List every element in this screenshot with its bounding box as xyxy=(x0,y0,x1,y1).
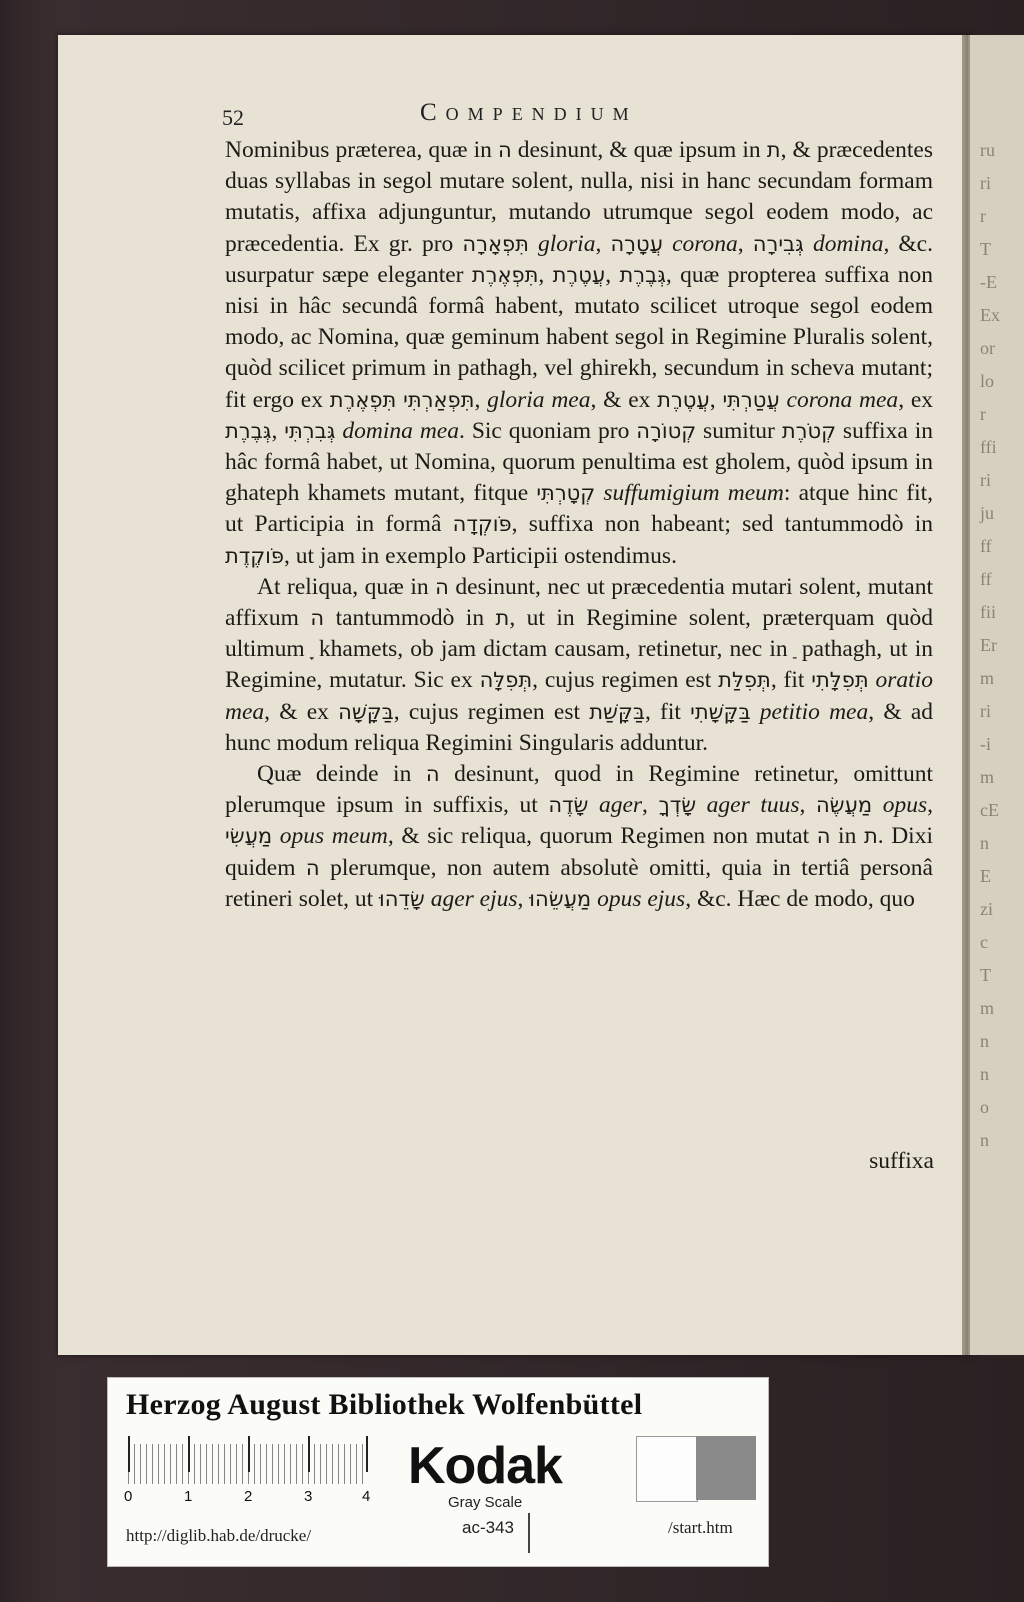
text-run: suffixa in hâc formâ habet, ut Nomina, quorum penultima est gholem, quòd ipsum in ghateph khamets mutant, fitque xyxy=(225,417,933,507)
next-page-fragment: ju xyxy=(980,503,995,523)
text-run: , & ex xyxy=(264,698,339,725)
text-run: . Dixi quidem xyxy=(225,823,933,881)
hebrew-word: תְּפִלָּה xyxy=(479,668,533,693)
hebrew-word: עֲטֶרֶת xyxy=(657,387,710,412)
latin-gloss: corona xyxy=(662,230,738,257)
gray-swatch-mid xyxy=(696,1436,756,1500)
gray-swatch-white xyxy=(636,1436,698,1502)
latin-gloss: ager xyxy=(588,792,643,819)
latin-gloss: ager ejus xyxy=(424,885,518,912)
ruler-number: 4 xyxy=(362,1488,371,1505)
hebrew-word: ה xyxy=(305,855,320,880)
hebrew-word: מַעֲשִׂי xyxy=(225,824,273,849)
hebrew-word: ת xyxy=(495,606,510,631)
text-run: , xyxy=(474,386,488,413)
hebrew-word: קְטֹרֶת xyxy=(781,418,836,443)
hebrew-word: שָׂדֶה xyxy=(548,793,589,818)
next-page-fragment: m xyxy=(980,668,995,688)
hebrew-word: שָׂדֵהוּ xyxy=(379,886,425,911)
text-run: , xyxy=(538,261,553,288)
page-number: 52 xyxy=(222,105,244,130)
hebrew-word: מַעֲשֶׂה xyxy=(815,793,873,818)
text-run: , xyxy=(927,792,934,819)
kodak-logo: Kodak xyxy=(408,1437,562,1495)
next-page-fragment: cE xyxy=(980,800,999,820)
hebrew-word: ה xyxy=(425,762,440,787)
ruler-number: 0 xyxy=(124,1488,133,1505)
ruler-number: 3 xyxy=(304,1488,313,1505)
text-run: , & ex xyxy=(590,386,658,413)
hebrew-word: תְּפִלַּת xyxy=(718,668,771,693)
text-run: , xyxy=(271,417,285,444)
text-run: tantummodò in xyxy=(324,605,496,632)
library-label xyxy=(107,1377,769,1567)
hebrew-word: גְּבִירָה xyxy=(752,231,804,256)
hebrew-word: תְּפִלָּתִי xyxy=(811,668,869,693)
text-run: , &c. Hæc de modo, quo xyxy=(685,885,915,912)
latin-gloss: corona mea xyxy=(779,386,899,413)
url-left: http://diglib.hab.de/drucke/ xyxy=(126,1526,312,1545)
next-page-fragment: fii xyxy=(980,602,996,622)
text-run: , suffixa non habeant; sed tantummodò in xyxy=(511,511,933,538)
text-run: , ex xyxy=(898,386,934,413)
text-run: sumitur xyxy=(696,417,782,444)
ruler-tick xyxy=(366,1436,368,1472)
hebrew-word: ה xyxy=(435,574,449,599)
hebrew-word: תִּפְאֶרֶת xyxy=(471,262,539,287)
latin-gloss: opus meum xyxy=(272,823,388,850)
ruler-tick xyxy=(188,1436,190,1472)
text-run: desinunt, quod in Regimine retinetur, omittunt plerumque ipsum in suffixis, ut xyxy=(225,761,933,819)
text-run: in xyxy=(830,823,864,850)
hebrew-word: בַּקָּשָׁתִי xyxy=(690,699,751,724)
text-run: , & sic reliqua, quorum Regimen non mutat xyxy=(387,823,817,850)
institution-name: Herzog August Bibliothek Wolfenbüttel xyxy=(126,1388,643,1421)
next-page-fragment: Er xyxy=(980,635,997,655)
next-page-fragment: Ex xyxy=(980,305,1000,325)
latin-gloss: domina xyxy=(803,230,884,257)
gray-scale-label: Gray Scale xyxy=(448,1494,523,1511)
next-page-fragment: n xyxy=(980,833,989,853)
ruler-tick xyxy=(248,1436,250,1472)
text-run: , fit xyxy=(770,667,812,694)
label-divider xyxy=(528,1513,530,1553)
text-run: Nominibus præterea, quæ in xyxy=(225,137,498,163)
hebrew-word: תִּפְאַרְתִּי xyxy=(403,387,475,412)
text-run: , xyxy=(709,386,723,413)
paragraph xyxy=(225,572,933,759)
hebrew-word: ה xyxy=(310,606,325,631)
next-page-fragment: or xyxy=(980,338,995,358)
text-run: , &c. usurpatur sæpe eleganter xyxy=(225,230,933,288)
text-run: , xyxy=(799,792,816,819)
ruler-number: 2 xyxy=(244,1488,253,1505)
text-run: desinunt, nec ut præcedentia mutari solent, mutant affixum xyxy=(225,573,933,632)
next-page-fragment: ff xyxy=(980,569,992,589)
hebrew-word: עֲטֶרֶת xyxy=(552,262,606,287)
text-run: , quæ propterea suffixa non nisi in hâc secundâ formâ habent, mutato scilicet utroque segol eodem modo, ac Nomina, quæ geminum habent segol in Regimine Pluralis solent, quòd scilicet primum in pathagh, vel ghirekh, secundum in scheva mutant; fit ergo ex xyxy=(225,261,934,413)
hebrew-word: גְּבֶרֶת xyxy=(225,418,272,443)
body-text xyxy=(225,135,933,915)
text-run: desinunt, & quæ ipsum in xyxy=(511,137,767,163)
next-page-fragment: n xyxy=(980,1064,989,1084)
hebrew-word: ה xyxy=(497,138,512,162)
latin-gloss: ager tuus xyxy=(696,792,800,819)
hebrew-word: תִּפְאָרָה xyxy=(462,231,529,256)
ruler-tick xyxy=(308,1436,310,1472)
next-page-fragment: T xyxy=(980,965,991,985)
hebrew-word: גְּבֶרֶת xyxy=(619,262,666,287)
hebrew-word: עֲטָרָה xyxy=(610,231,663,256)
text-run: . Sic quoniam pro xyxy=(459,417,637,444)
next-page-fragment: ri xyxy=(980,173,991,193)
hebrew-word: קְטָרְתִּי xyxy=(536,481,596,506)
hebrew-word: ת xyxy=(766,138,781,162)
text-run: , xyxy=(517,885,530,912)
next-page-fragment: r xyxy=(980,404,986,424)
running-head: Compendium xyxy=(420,99,638,126)
hebrew-word: בַּקָּשַׁת xyxy=(589,699,645,724)
text-run: , ut jam in exemplo Participii ostendimus. xyxy=(284,542,677,569)
shelf-code: ac-343 xyxy=(462,1518,514,1537)
next-page-fragment: m xyxy=(980,767,995,787)
next-page-fragment: o xyxy=(980,1097,989,1117)
text-run: , xyxy=(595,230,611,257)
paragraph xyxy=(225,759,933,915)
latin-gloss: domina mea xyxy=(335,417,459,444)
text-run: , & ad hunc modum reliqua Regimini Singularis adduntur. xyxy=(225,698,933,756)
hebrew-word: קְטוֹרָה xyxy=(636,418,697,443)
text-run: , xyxy=(737,230,753,257)
next-page-fragment: ff xyxy=(980,536,992,556)
text-run: At reliqua, quæ in xyxy=(257,573,436,600)
next-page-fragment: T xyxy=(980,239,991,259)
hebrew-word: פֹּוקְדָה xyxy=(452,512,512,537)
text-run: , & præcedentes duas syllabas in segol mutare solent, nulla, nisi in hanc secundam formam mutatis, affixa adjunguntur, mutando utrumque segol eodem modo, ac præcedentia. Ex gr. pro xyxy=(225,137,933,257)
hebrew-word: פֹּוקֶדֶת xyxy=(225,543,285,568)
next-page-fragment: -E xyxy=(980,272,997,292)
hebrew-word: ת xyxy=(863,824,878,849)
text-run: , fit xyxy=(644,698,691,725)
latin-gloss: opus xyxy=(872,792,928,819)
latin-gloss: gloria mea xyxy=(487,386,591,413)
latin-gloss: petitio mea xyxy=(750,698,869,725)
next-page-fragment: -i xyxy=(980,734,991,754)
catchword: suffixa xyxy=(869,1148,934,1174)
url-right: /start.htm xyxy=(668,1518,733,1537)
next-page-edge xyxy=(968,35,1024,1355)
text-run: , xyxy=(642,792,659,819)
hebrew-word: שָׂדְךָ xyxy=(658,793,697,818)
next-page-fragment: c xyxy=(980,932,988,952)
next-page-fragment: r xyxy=(980,206,986,226)
ruler-number: 1 xyxy=(184,1488,193,1505)
next-page-fragment: E xyxy=(980,866,991,886)
paragraph xyxy=(225,135,933,572)
next-page-fragment: m xyxy=(980,998,995,1018)
text-run: , xyxy=(605,261,620,288)
hebrew-word: עֲטַרְתִּי xyxy=(722,387,780,412)
hebrew-word: בַּקָּשָׁה xyxy=(338,699,394,724)
text-run: Quæ deinde in xyxy=(257,761,426,788)
latin-gloss: gloria xyxy=(528,230,596,257)
latin-gloss: oratio mea xyxy=(225,667,933,725)
text-run: : atque hinc fit, ut Participia in formâ xyxy=(225,480,934,538)
hebrew-word: גְּבִרְתִּי xyxy=(284,418,336,443)
next-page-fragment: ri xyxy=(980,701,991,721)
text-run: , ut in Regimine solent, præterquam quòd ultimum ָ khamets, ob jam dictam causam, retinetur, nec in ַ pathagh, ut in Regimine, mutatur. Sic ex xyxy=(225,605,934,694)
next-page-fragment: n xyxy=(980,1031,989,1051)
next-page-fragment: ffi xyxy=(980,437,997,457)
hebrew-word: תִּפְאֶרֶת xyxy=(329,387,397,412)
next-page-fragment: zi xyxy=(980,899,993,919)
text-run: plerumque, non autem absolutè omitti, quia in tertiâ personâ retineri solet, ut xyxy=(225,854,933,912)
ruler-tick xyxy=(128,1436,130,1472)
text-run: , cujus regimen est xyxy=(532,667,719,694)
hebrew-word: מַעֲשֵׂהוּ xyxy=(529,886,592,911)
next-page-fragment: lo xyxy=(980,371,995,391)
latin-gloss: opus ejus xyxy=(591,885,686,912)
next-page-fragment: n xyxy=(980,1130,989,1150)
latin-gloss: suffumigium meum xyxy=(603,480,784,507)
text-run: , cujus regimen est xyxy=(393,698,590,725)
hebrew-word: ה xyxy=(816,824,831,849)
next-page-fragment: ri xyxy=(980,470,991,490)
next-page-fragment: ru xyxy=(980,140,995,160)
